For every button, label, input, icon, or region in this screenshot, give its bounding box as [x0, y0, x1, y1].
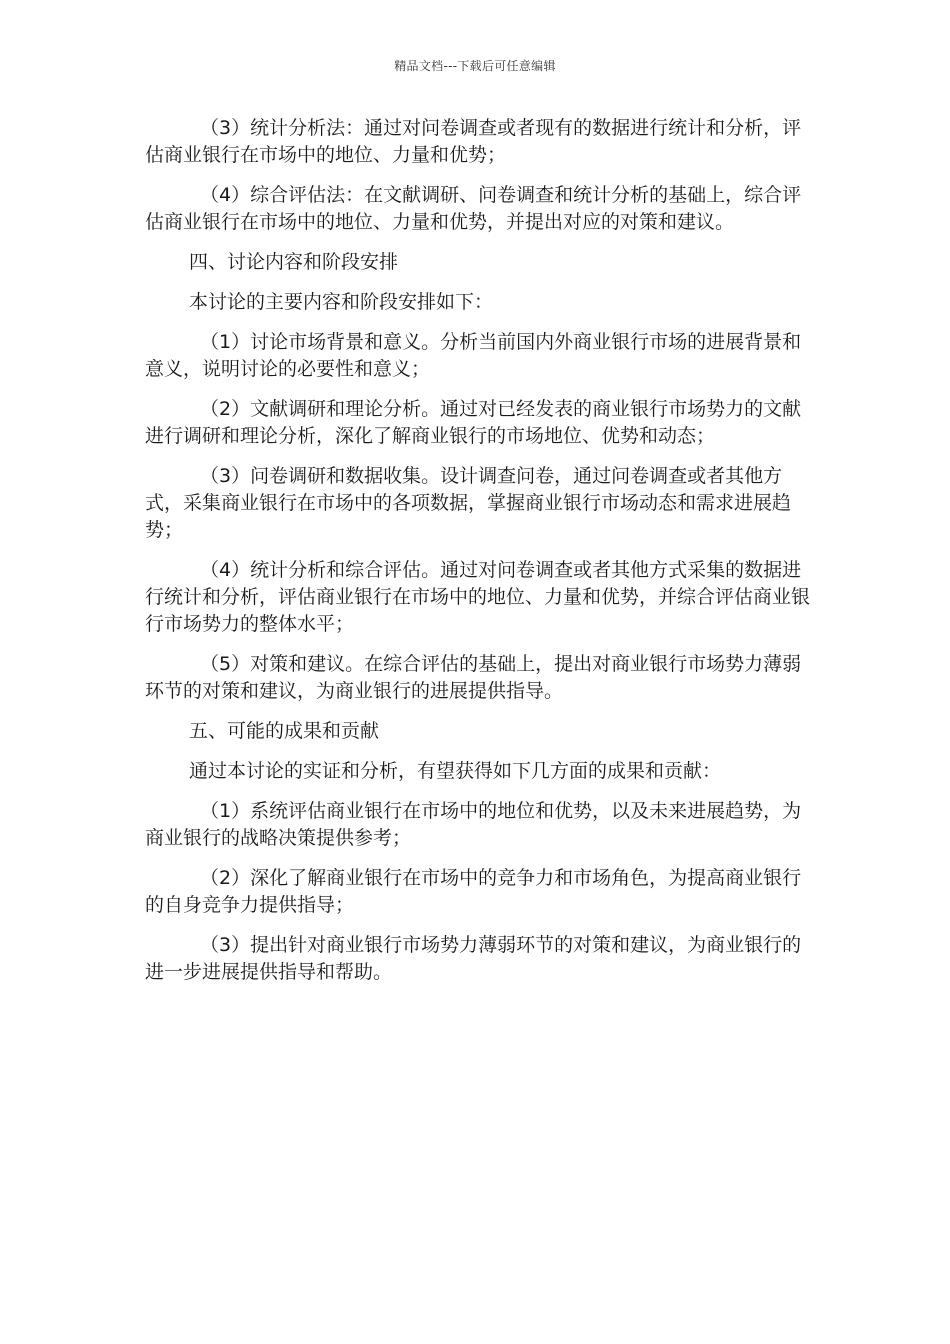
paragraph-stage-1: （1）讨论市场背景和意义。分析当前国内外商业银行市场的进展背景和意义，说明讨论的必要性和意义；: [145, 331, 802, 380]
paragraph-stage-4: （4）统计分析和综合评估。通过对问卷调查或者其他方式采集的数据进行统计和分析，评估商业银行在市场中的地位、力量和优势，并综合评估商业银行市场势力的整体水平；: [145, 559, 811, 635]
paragraph-stage-2: （2）文献调研和理论分析。通过对已经发表的商业银行市场势力的文献进行调研和理论分析，深化了解商业银行的市场地位、优势和动态；: [145, 398, 802, 447]
section-heading-4: 四、讨论内容和阶段安排: [189, 251, 399, 273]
paragraph-outcome-1: （1）系统评估商业银行在市场中的地位和优势，以及未来进展趋势，为商业银行的战略决策提供参考；: [145, 800, 802, 849]
paragraph-method-3: （3）统计分析法：通过对问卷调查或者现有的数据进行统计和分析，评估商业银行在市场中的地位、力量和优势；: [145, 117, 802, 166]
paragraph-outcome-2: （2）深化了解商业银行在市场中的竞争力和市场角色，为提高商业银行的自身竞争力提供指导；: [145, 867, 802, 916]
paragraph-stage-3: （3）问卷调研和数据收集。设计调查问卷，通过问卷调查或者其他方式，采集商业银行在市场中的各项数据，掌握商业银行市场动态和需求进展趋势；: [145, 465, 792, 541]
paragraph-outcome-3: （3）提出针对商业银行市场势力薄弱环节的对策和建议，为商业银行的进一步进展提供指导和帮助。: [145, 934, 802, 983]
document-body: [145, 115, 817, 999]
paragraph-method-4: （4）综合评估法：在文献调研、问卷调查和统计分析的基础上，综合评估商业银行在市场中的地位、力量和优势，并提出对应的对策和建议。: [145, 184, 802, 233]
paragraph-intro-stages: 本讨论的主要内容和阶段安排如下：: [189, 291, 494, 313]
paragraph-stage-5: （5）对策和建议。在综合评估的基础上，提出对商业银行市场势力薄弱环节的对策和建议，为商业银行的进展提供指导。: [145, 653, 802, 702]
page-header: 精品文档---下载后可任意编辑: [394, 59, 556, 73]
section-heading-5: 五、可能的成果和贡献: [189, 720, 380, 742]
paragraph-intro-outcomes: 通过本讨论的实证和分析，有望获得如下几方面的成果和贡献：: [189, 760, 722, 782]
